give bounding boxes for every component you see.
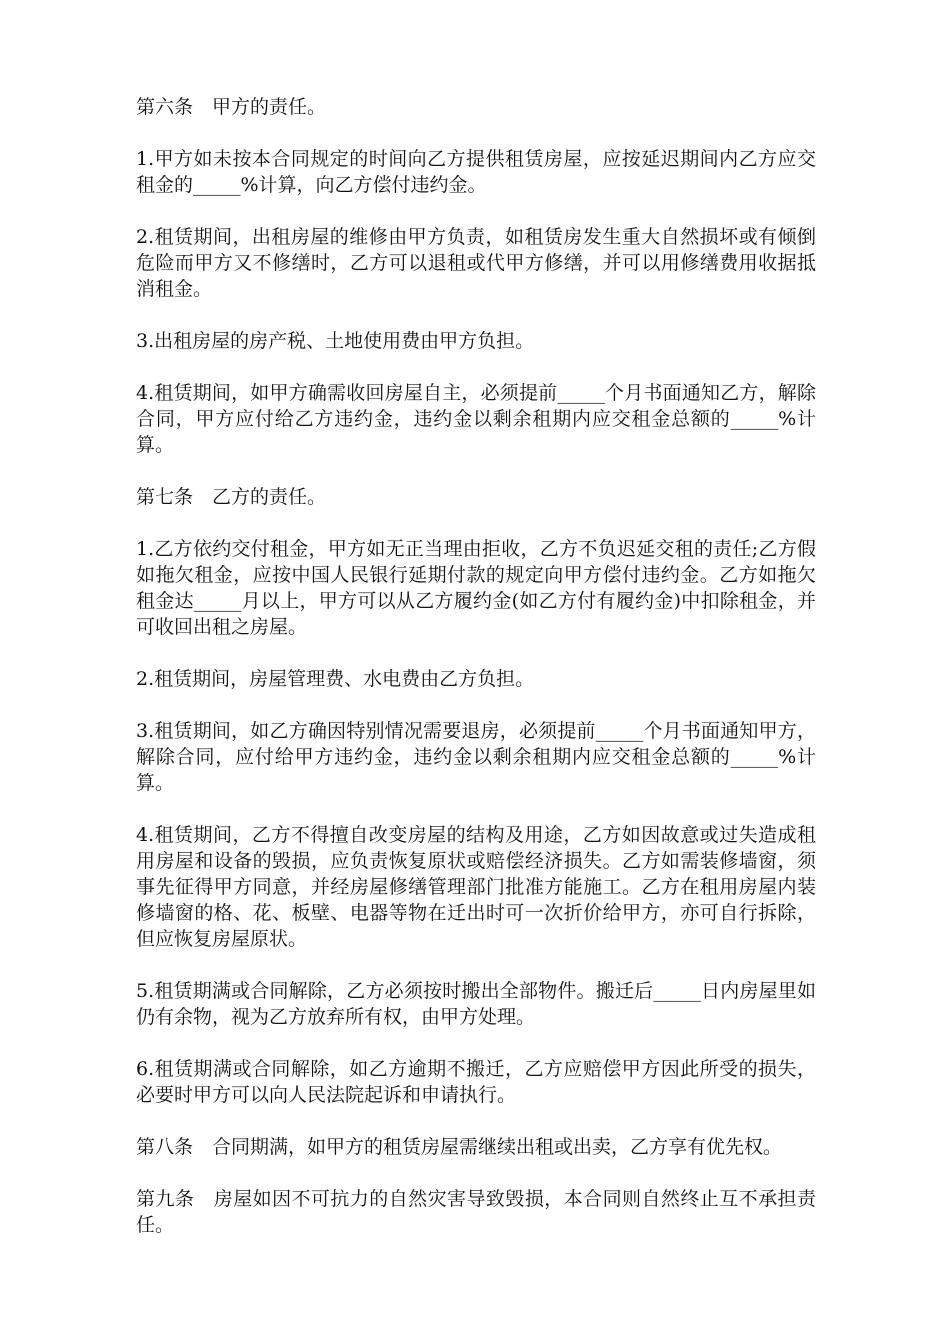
article-6-heading: 第六条 甲方的责任。	[136, 96, 327, 118]
article-6-clause-3: 3.出租房屋的房产税、土地使用费由甲方负担。	[136, 330, 535, 352]
article-7-heading: 第七条 乙方的责任。	[136, 486, 327, 508]
article-6-clause-4: 4.租赁期间，如甲方确需收回房屋自主，必须提前_____个月书面通知乙方，解除合同，甲方应付给乙方违约金，违约金以剩余租期内应交租金总额的_____%计算。	[136, 382, 816, 456]
article-7-clause-3: 3.租赁期间，如乙方确因特别情况需要退房，必须提前_____个月书面通知甲方，解除合同，应付给甲方违约金，违约金以剩余租期内应交租金总额的_____%计算。	[136, 720, 816, 794]
article-7-clause-6: 6.租赁期满或合同解除，如乙方逾期不搬迁，乙方应赔偿甲方因此所受的损失，必要时甲方可以向人民法院起诉和申请执行。	[136, 1058, 816, 1106]
article-7-clause-2: 2.租赁期间，房屋管理费、水电费由乙方负担。	[136, 668, 535, 690]
article-7-clause-5: 5.租赁期满或合同解除，乙方必须按时搬出全部物件。搬迁后_____日内房屋里如仍有余物，视为乙方放弃所有权，由甲方处理。	[136, 980, 816, 1028]
article-6-clause-2: 2.租赁期间，出租房屋的维修由甲方负责，如租赁房发生重大自然损坏或有倾倒危险而甲方又不修缮时，乙方可以退租或代甲方修缮，并可以用修缮费用收据抵消租金。	[136, 226, 816, 300]
article-9: 第九条 房屋如因不可抗力的自然灾害导致毁损，本合同则自然终止互不承担责任。	[136, 1188, 816, 1236]
article-8: 第八条 合同期满，如甲方的租赁房屋需继续出租或出卖，乙方享有优先权。	[136, 1136, 783, 1158]
article-7-clause-1: 1.乙方依约交付租金，甲方如无正当理由拒收，乙方不负迟延交租的责任;乙方假如拖欠租金，应按中国人民银行延期付款的规定向甲方偿付违约金。乙方如拖欠租金达_____月以上，甲方可以从乙方履约金(如乙方付有履约金)中扣除租金，并可收回出租之房屋。	[136, 538, 816, 638]
contract-page	[136, 94, 816, 1264]
article-7-clause-4: 4.租赁期间，乙方不得擅自改变房屋的结构及用途，乙方如因故意或过失造成租用房屋和设备的毁损，应负责恢复原状或赔偿经济损失。乙方如需装修墙窗，须事先征得甲方同意，并经房屋修缮管理部门批准方能施工。乙方在租用房屋内装修墙窗的格、花、板壁、电器等物在迁出时可一次折价给甲方，亦可自行拆除，但应恢复房屋原状。	[136, 824, 816, 950]
article-6-clause-1: 1.甲方如未按本合同规定的时间向乙方提供租赁房屋，应按延迟期间内乙方应交租金的_____%计算，向乙方偿付违约金。	[136, 148, 816, 196]
